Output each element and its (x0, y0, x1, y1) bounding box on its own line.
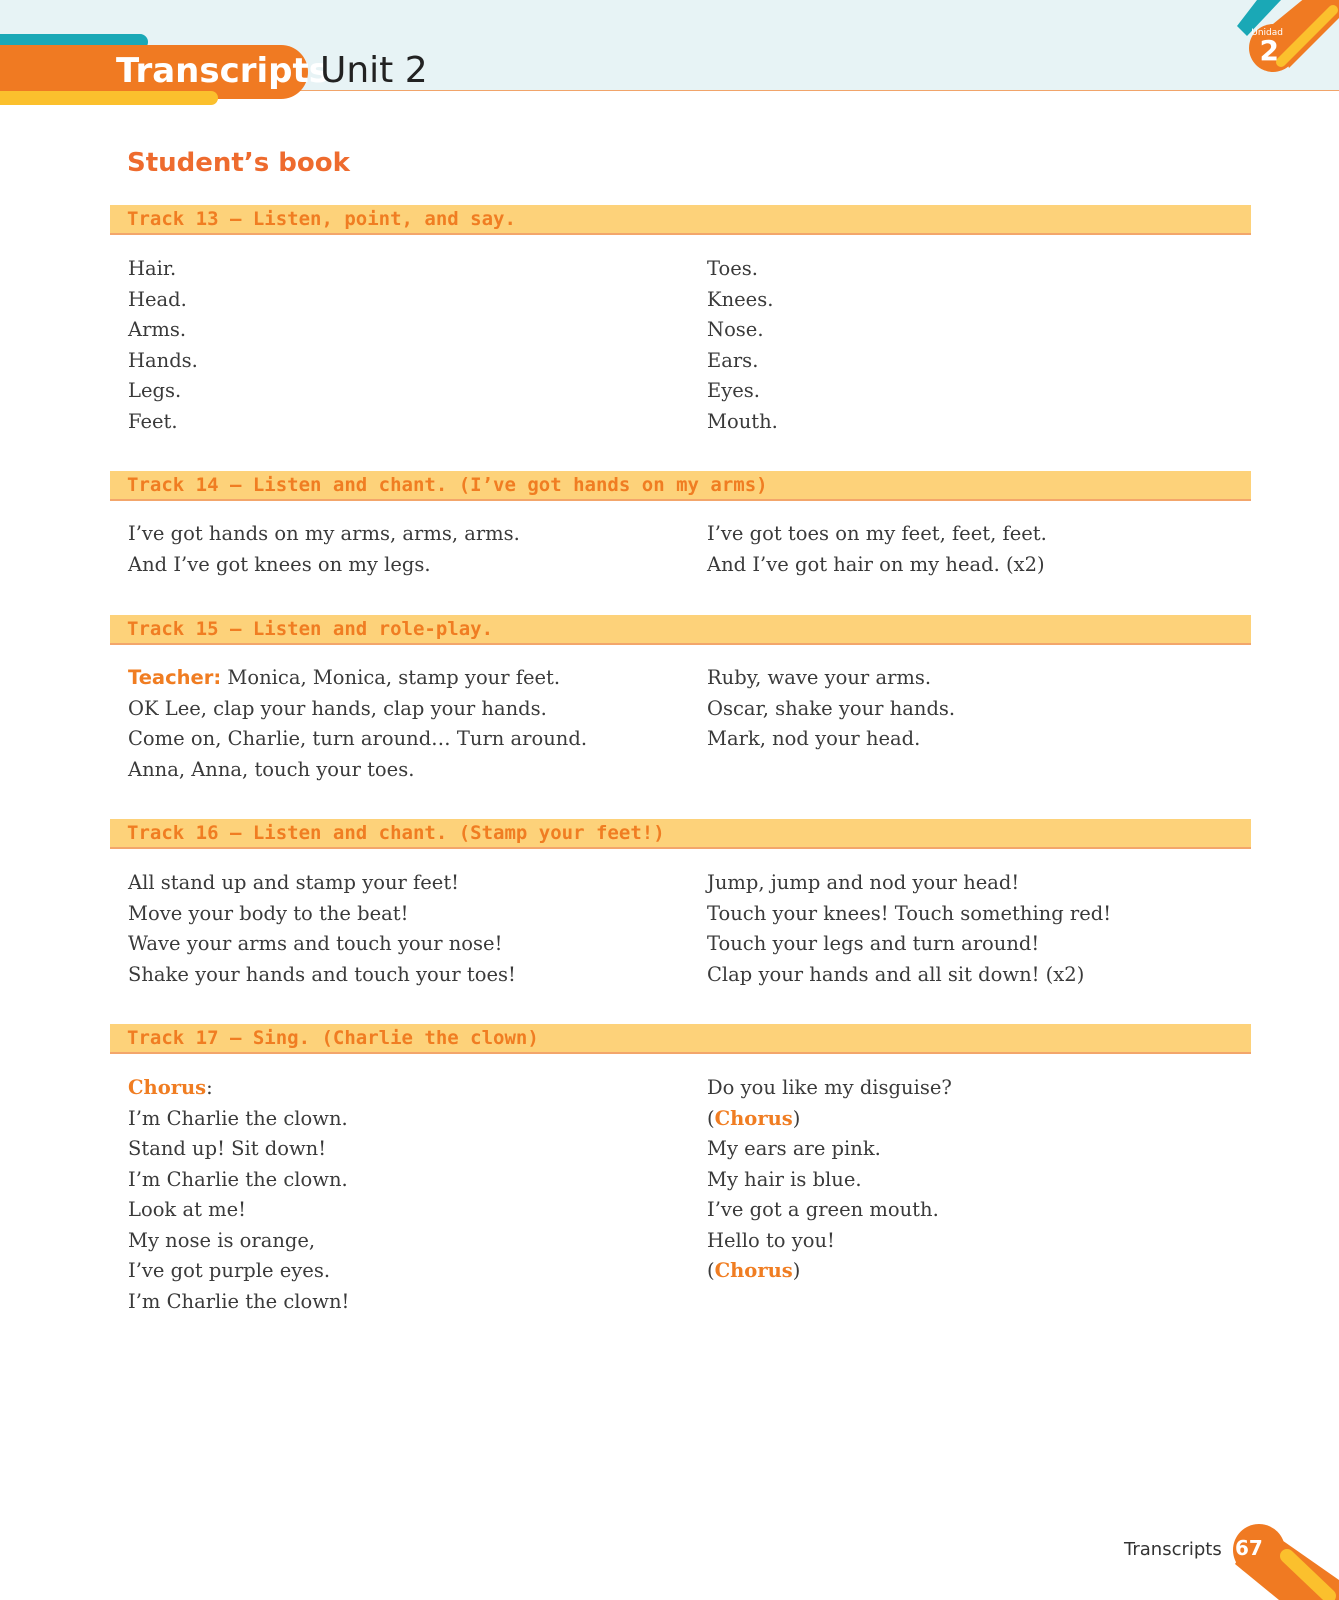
track-13-left-column (128, 254, 668, 437)
track-title: Track 15 – Listen and role-play. (127, 618, 494, 640)
track-title: Track 14 – Listen and chant. (I’ve got hands on my arms) (127, 474, 768, 496)
track-header-14 (110, 471, 1251, 501)
speaker-label: Teacher: (128, 666, 222, 689)
transcript-line: I’m Charlie the clown. (128, 1167, 348, 1191)
transcript-line: I’m Charlie the clown. (128, 1106, 348, 1130)
chorus-reference: (Chorus) (707, 1106, 801, 1130)
track-17-right-column (707, 1073, 1247, 1287)
transcript-line: Ears. (707, 348, 759, 372)
transcript-line: Touch your legs and turn around! (707, 932, 1040, 955)
transcript-line: Stand up! Sit down! (128, 1137, 327, 1160)
transcript-line: My hair is blue. (707, 1167, 862, 1191)
header-unit: Unit 2 (320, 50, 428, 91)
unit-badge-number: 2 (1259, 34, 1279, 67)
transcript-line: Move your body to the beat! (128, 901, 409, 925)
header-yellow-strip (0, 91, 218, 105)
track-15-left-column (128, 663, 668, 785)
transcript-line: Teacher: Monica, Monica, stamp your feet. (128, 666, 561, 689)
track-header-13 (110, 205, 1251, 235)
transcript-line: Come on, Charlie, turn around… Turn around. (128, 727, 588, 750)
section-title: Student’s book (127, 148, 350, 178)
transcript-line: Arms. (128, 318, 187, 341)
track-15-right-column (707, 663, 1247, 755)
transcript-line: Feet. (128, 409, 178, 433)
transcript-line: I’ve got a green mouth. (707, 1198, 939, 1221)
chorus-label: Chorus (128, 1076, 207, 1099)
track-title: Track 16 – Listen and chant. (Stamp your feet!) (127, 822, 665, 844)
transcript-line: Touch your knees! Touch something red! (707, 901, 1112, 925)
transcript-line: Jump, jump and nod your head! (707, 871, 1020, 894)
track-16-right-column (707, 868, 1247, 990)
transcript-line: Ruby, wave your arms. (707, 666, 932, 689)
transcript-line: Anna, Anna, touch your toes. (128, 757, 415, 781)
transcript-line: Eyes. (707, 379, 760, 402)
footer-label: Transcripts (1124, 1539, 1222, 1560)
transcript-line: Knees. (707, 287, 774, 311)
transcript-line: Nose. (707, 318, 764, 341)
chorus-label: Chorus (714, 1259, 793, 1282)
transcript-line: I’ve got toes on my feet, feet, feet. (707, 522, 1047, 545)
chorus-reference: (Chorus) (707, 1259, 801, 1282)
transcript-line: I’m Charlie the clown! (128, 1289, 350, 1313)
track-header-15 (110, 615, 1251, 645)
transcript-line: I’ve got hands on my arms, arms, arms. (128, 522, 520, 545)
transcript-line: I’ve got purple eyes. (128, 1259, 331, 1282)
transcript-line: And I’ve got hair on my head. (x2) (707, 552, 1045, 576)
transcript-line: Oscar, shake your hands. (707, 696, 956, 720)
transcript-line: Mark, nod your head. (707, 727, 921, 750)
track-14-left-column (128, 519, 668, 580)
transcript-line: Look at me! (128, 1198, 246, 1221)
transcript-line: Hello to you! (707, 1228, 835, 1252)
transcript-line: OK Lee, clap your hands, clap your hands. (128, 696, 547, 720)
unit-badge (1229, 0, 1339, 80)
track-13-right-column (707, 254, 1247, 437)
transcript-line: Legs. (128, 379, 182, 402)
transcript-line: Do you like my disguise? (707, 1076, 952, 1099)
transcript-line: Hair. (128, 257, 177, 280)
track-title: Track 17 – Sing. (Charlie the clown) (127, 1027, 539, 1049)
unit-badge-label: Unidad (1251, 28, 1283, 38)
page-number: 67 (1235, 1536, 1263, 1560)
page-badge (1209, 1520, 1339, 1600)
transcript-line: Shake your hands and touch your toes! (128, 962, 516, 986)
chorus-label: Chorus (714, 1106, 793, 1130)
header-title: Transcripts (116, 51, 330, 91)
track-header-17 (110, 1024, 1251, 1054)
transcript-line: Hands. (128, 348, 198, 372)
track-title: Track 13 – Listen, point, and say. (127, 208, 516, 230)
transcript-line: My nose is orange, (128, 1228, 316, 1252)
transcript-line: And I’ve got knees on my legs. (128, 552, 431, 576)
track-header-16 (110, 819, 1251, 849)
transcript-line: Toes. (707, 257, 758, 280)
track-16-left-column (128, 868, 668, 990)
transcript-line: Head. (128, 287, 187, 311)
transcript-line: Mouth. (707, 409, 778, 433)
transcript-line: My ears are pink. (707, 1137, 881, 1160)
track-17-left-column (128, 1073, 668, 1317)
track-14-right-column (707, 519, 1247, 580)
transcript-line: Clap your hands and all sit down! (x2) (707, 962, 1085, 986)
transcript-line: Wave your arms and touch your nose! (128, 932, 503, 955)
chorus-heading: Chorus: (128, 1076, 213, 1099)
transcript-line: All stand up and stamp your feet! (128, 871, 460, 894)
